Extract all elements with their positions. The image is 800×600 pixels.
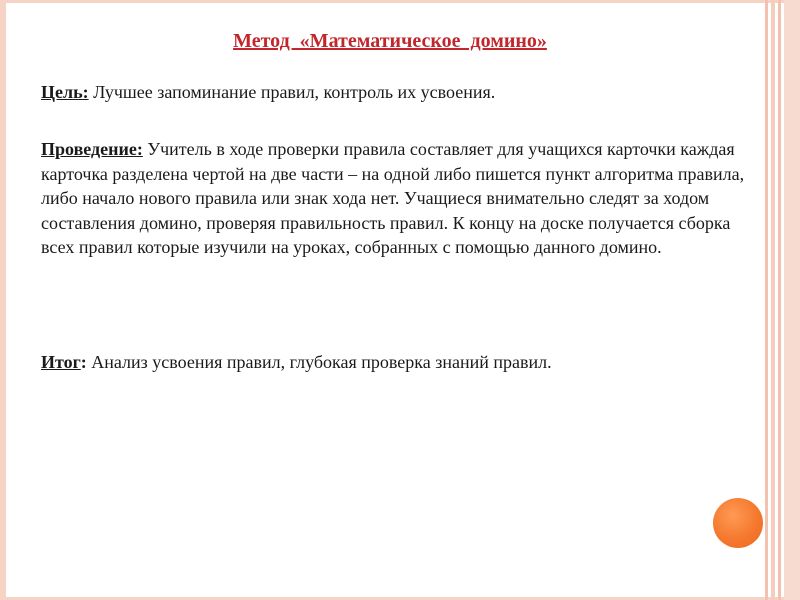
- frame-right-stripe: [765, 0, 768, 600]
- result-paragraph: [41, 350, 753, 375]
- frame-right-stripe: [771, 0, 775, 600]
- process-label: Проведение:: [41, 139, 143, 159]
- result-label-colon: :: [80, 352, 87, 372]
- result-label: Итог: [41, 352, 81, 372]
- frame-top-border: [0, 0, 800, 3]
- result-text: Анализ усвоения правил, глубокая проверка знаний правил.: [86, 352, 552, 372]
- frame-left-border: [0, 0, 6, 600]
- goal-label: Цель:: [41, 82, 89, 102]
- orange-circle-decoration: [713, 498, 763, 548]
- process-text: Учитель в ходе проверки правила составляет для учащихся карточки каждая карточка разделена чертой на две части – на одной либо пишется пункт алгоритма правила, либо начало нового правила или знак хода нет. Учащиеся внимательно следят за ходом составления домино, проверяя правильность правил. К концу на доске получается сборка всех правил которые изучили на уроках, собранных с помощью данного домино.: [41, 139, 745, 257]
- process-paragraph: [41, 137, 753, 260]
- frame-right-stripe: [784, 0, 800, 600]
- slide-title: Метод «Математическое домино»: [233, 30, 547, 52]
- frame-right-stripe: [778, 0, 781, 600]
- goal-text: Лучшее запоминание правил, контроль их усвоения.: [88, 82, 496, 102]
- goal-paragraph: [41, 80, 753, 105]
